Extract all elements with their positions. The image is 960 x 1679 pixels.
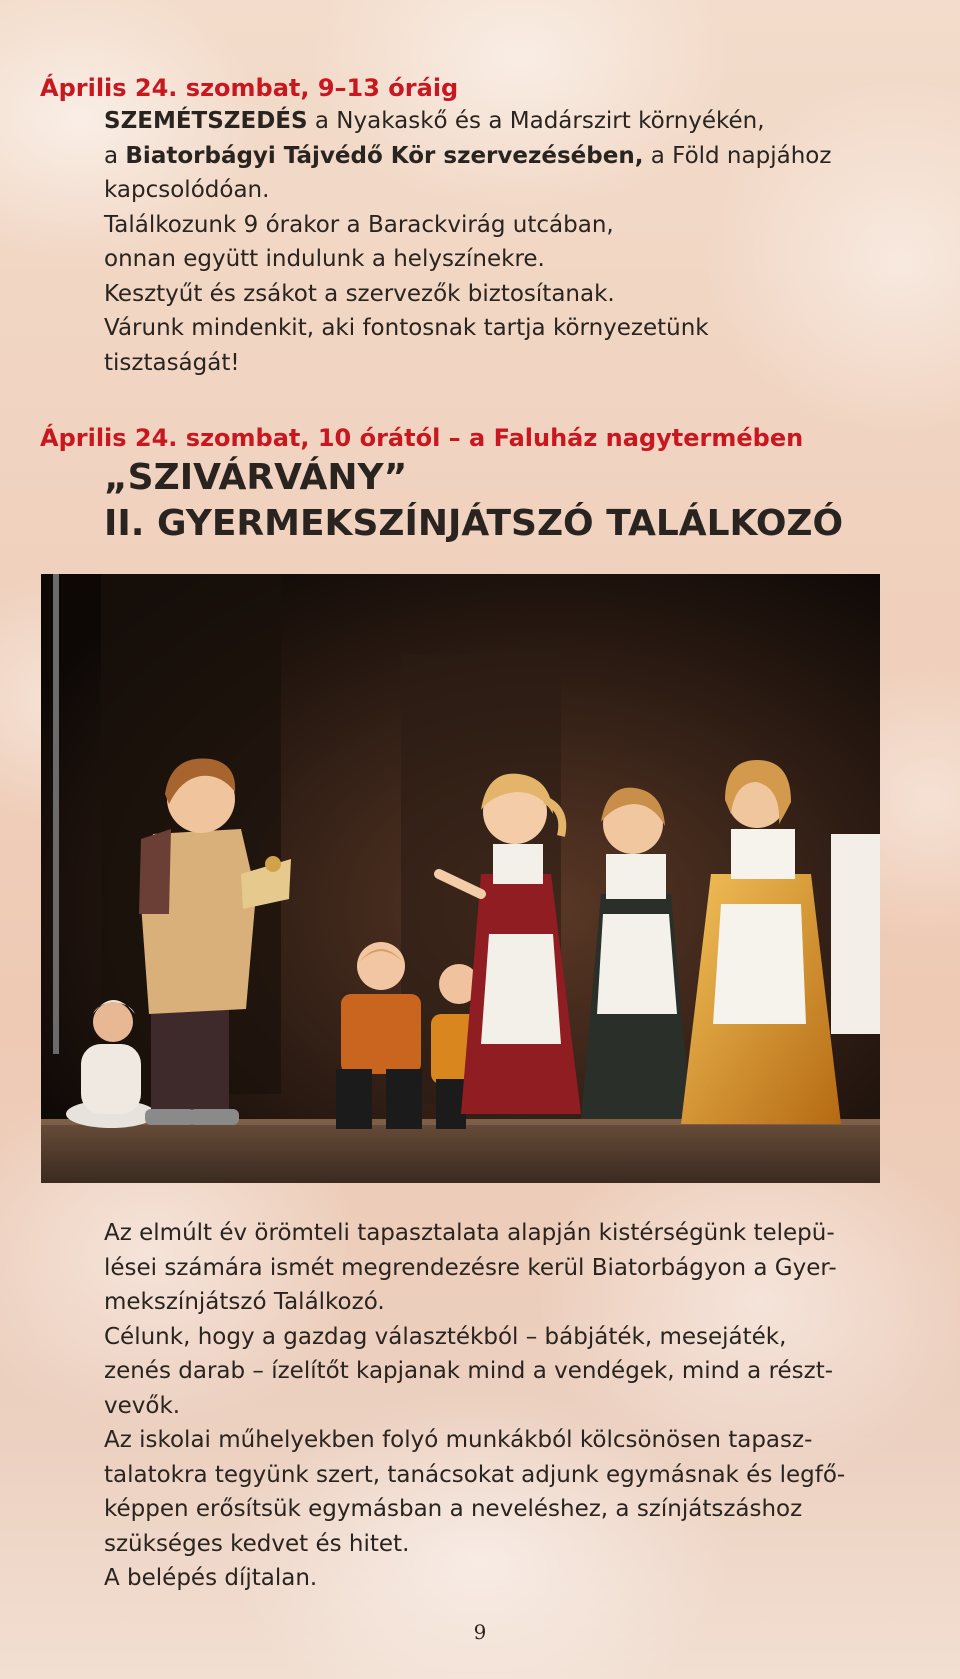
event1-line2-pre: a (104, 142, 126, 169)
event2-para-4-line-1: A belépés díjtalan. (104, 1565, 318, 1591)
event1-title-bold: SZEMÉTSZEDÉS (104, 108, 308, 134)
event1-line-8: tisztaságát! (104, 349, 240, 376)
event2-description (104, 1216, 845, 1596)
event2-para-2-line-3: vevők. (104, 1392, 181, 1419)
event2-para-1-line-3: mekszínjátszó Találkozó. (104, 1289, 385, 1315)
stage-photo (41, 574, 880, 1183)
event1-line-5: onnan együtt indulunk a helyszínekre. (104, 246, 545, 272)
event2-title-line1: „SZIVÁRVÁNY” (104, 457, 408, 498)
event1-body (104, 104, 831, 380)
event2-heading: Április 24. szombat, 10 órától – a Faluház nagytermében (40, 424, 804, 452)
event2-para-1-line-2: lései számára ismét megrendezésre kerül Biatorbágyon a Gyer- (104, 1254, 837, 1281)
event2-para-3-line-4: szükséges kedvet és hitet. (104, 1530, 410, 1557)
event1-line-6: Kesztyűt és zsákot a szervezők biztosítanak. (104, 280, 615, 307)
page-number: 9 (473, 1620, 487, 1644)
event1-line-2 (104, 139, 831, 174)
event1-organizer: Biatorbágyi Tájvédő Kör szervezésében, (125, 142, 644, 169)
stage-photo-illustration (41, 574, 880, 1183)
event2-para-2-line-2: zenés darab – ízelítőt kapjanak mind a vendégek, mind a részt- (104, 1358, 834, 1384)
event1-line-1 (104, 104, 831, 139)
event2-para-1-line-1: Az elmúlt év örömteli tapasztalata alapján kistérségünk telepü- (104, 1220, 835, 1246)
event2-para-3-line-3: képpen erősítsük egymásban a neveléshez, a színjátszáshoz (104, 1496, 803, 1522)
event1-line-3: kapcsolódóan. (104, 177, 270, 203)
event1-title-rest: a Nyakaskő és a Madárszirt környékén, (307, 108, 765, 134)
event2-para-2-line-1: Célunk, hogy a gazdag választékból – bábjáték, mesejáték, (104, 1323, 787, 1350)
event1-line-4: Találkozunk 9 órakor a Barackvirág utcában, (104, 211, 614, 238)
event2-title-line2: II. GYERMEKSZÍNJÁTSZÓ TALÁLKOZÓ (104, 503, 844, 544)
event1-heading: Április 24. szombat, 9–13 óráig (40, 74, 459, 102)
event2-para-3-line-1: Az iskolai műhelyekben folyó munkákból kölcsönösen tapasz- (104, 1427, 813, 1453)
event2-para-3-line-2: talatokra tegyünk szert, tanácsokat adjunk egymásnak és legfő- (104, 1461, 846, 1488)
event1-line-7: Várunk mindenkit, aki fontosnak tartja környezetünk (104, 315, 709, 341)
event1-line2-post: a Föld napjához (643, 142, 832, 169)
